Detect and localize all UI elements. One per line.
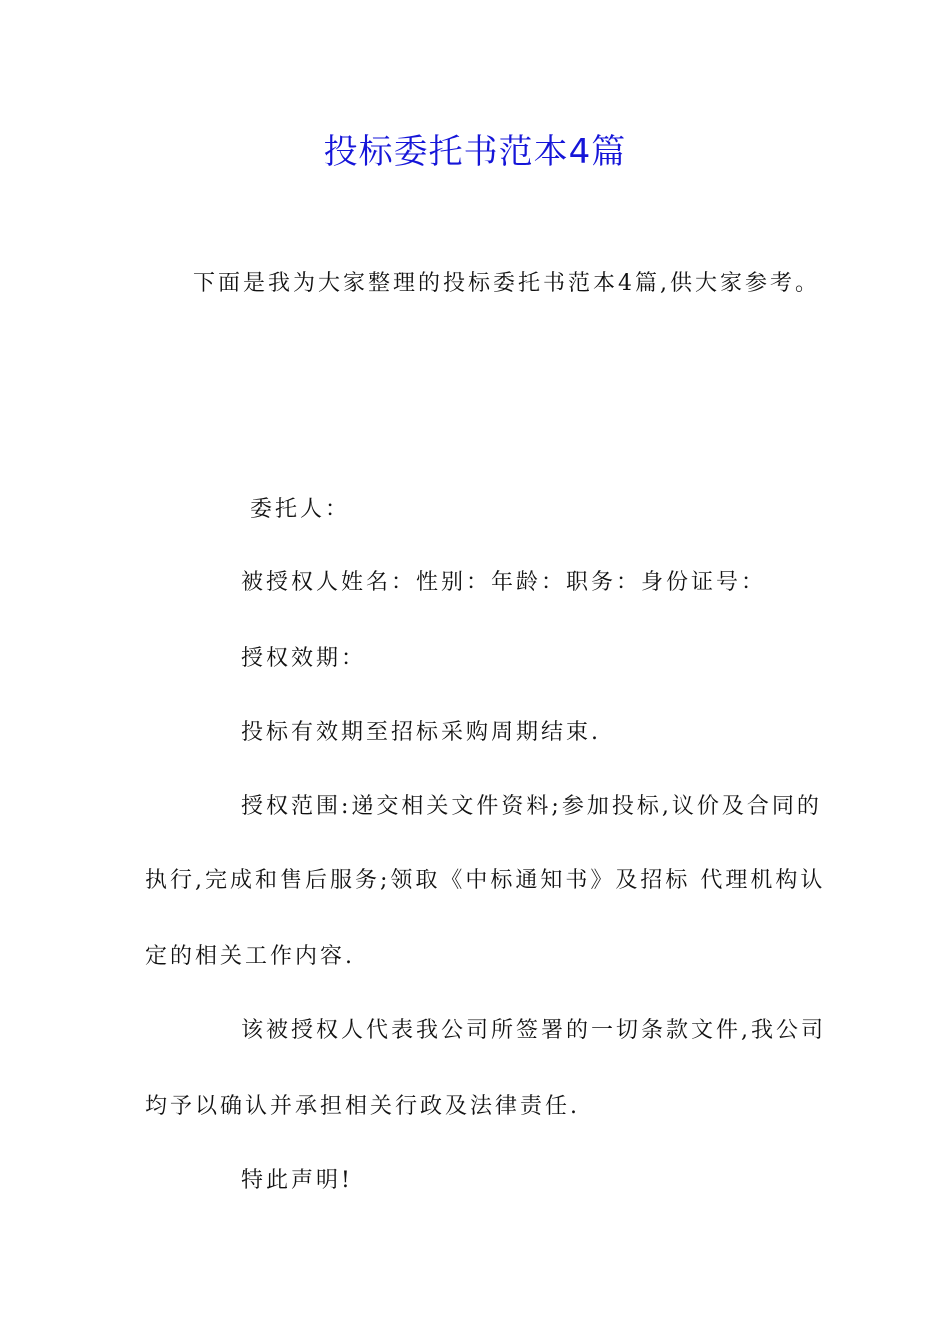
page-title: 投标委托书范本4篇 [323,132,627,172]
intro-paragraph: 下面是我为大家整理的投标委托书范本4篇,供大家参考。 [193,271,820,296]
authorized-person-info-line: 被授权人姓名：性别：年龄：职务：身份证号： [241,570,767,595]
responsibility-line-2: 均予以确认并承担相关行政及法律责任. [145,1094,580,1119]
authorization-period-line: 授权效期： [241,646,367,671]
bid-validity-line: 投标有效期至招标采购周期结束. [241,720,601,745]
authorization-scope-line-1: 授权范围:递交相关文件资料;参加投标,议价及合同的 [241,794,822,819]
declaration-line: 特此声明! [241,1168,353,1193]
responsibility-line-1: 该被授权人代表我公司所签署的一切条款文件,我公司 [241,1018,826,1043]
principal-line: 委托人： [250,497,351,522]
authorization-scope-line-3: 定的相关工作内容. [145,944,355,969]
authorization-scope-line-2: 执行,完成和售后服务;领取《中标通知书》及招标 代理机构认 [145,868,826,893]
